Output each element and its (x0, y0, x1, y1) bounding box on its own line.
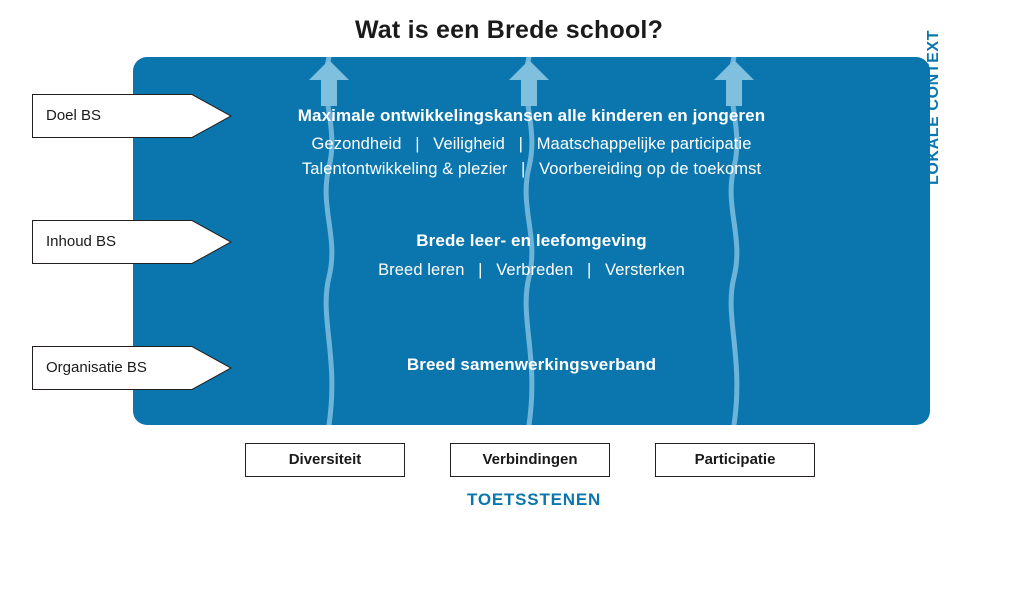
panel-item: Gezondheid (311, 135, 402, 153)
callout-label: Inhoud BS (46, 233, 117, 250)
panel-heading-doel: Maximale ontwikkelingskansen alle kinderen en jongeren (297, 106, 766, 125)
separator: | (415, 135, 420, 153)
page-title: Wat is een Brede school? (354, 16, 664, 44)
separator: | (518, 135, 524, 153)
up-arrow-icon (509, 60, 549, 106)
panel-item: Maatschappelijke participatie (536, 135, 752, 153)
toetssteen-box-participatie[interactable]: Participatie (655, 443, 815, 477)
callout-label: Doel BS (46, 107, 102, 124)
lokale-context-label: LOKALE CONTEXT (925, 29, 942, 185)
toetssteen-box-diversiteit[interactable]: Diversiteit (245, 443, 405, 477)
panel-heading-inhoud: Brede leer- en leefomgeving (416, 231, 647, 250)
panel-line-doel-1 (133, 135, 930, 154)
separator: | (478, 261, 483, 279)
panel-heading-organisatie: Breed samenwerkingsverband (406, 355, 657, 374)
panel-item: Talentontwikkeling & plezier (301, 160, 508, 178)
panel-item: Veiligheid (433, 135, 505, 153)
up-arrow-icon (309, 60, 349, 106)
panel-item: Versterken (605, 261, 685, 279)
panel-item: Breed leren (378, 261, 465, 279)
panel-item: Voorbereiding op de toekomst (539, 160, 762, 178)
toetsstenen-caption: TOETSSTENEN (466, 490, 602, 509)
callout-label: Organisatie BS (46, 359, 147, 376)
separator: | (521, 160, 526, 178)
separator: | (586, 261, 592, 279)
panel-item: Verbreden (496, 261, 574, 279)
panel-line-inhoud-1 (133, 261, 930, 280)
toetssteen-box-verbindingen[interactable]: Verbindingen (450, 443, 610, 477)
panel-line-doel-2 (133, 160, 930, 179)
up-arrow-icon (714, 60, 754, 106)
